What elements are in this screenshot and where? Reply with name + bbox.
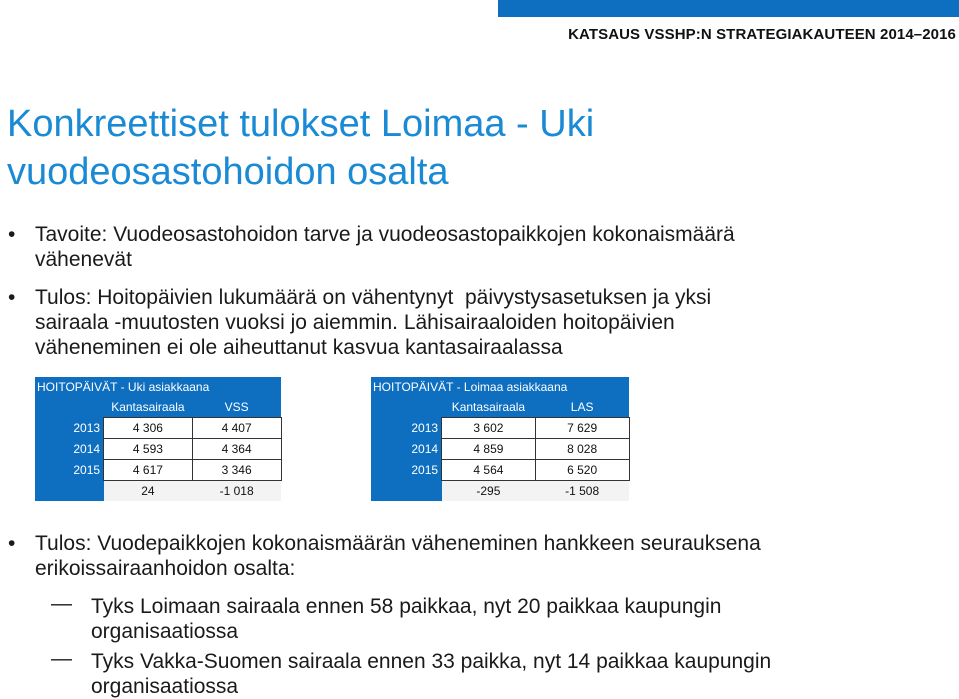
bullet-result-days-line-1: Tulos: Hoitopäivien lukumäärä on vähentynyt päivystysasetuksen ja yksi [35,286,712,309]
table-loimaa-cell: 3 602 [442,418,536,439]
sub-bullet-vakka-suomi-line-1: Tyks Vakka-Suomen sairaala ennen 33 paikka, nyt 14 paikkaa kaupungin [91,650,772,673]
bullet-dot-icon: • [8,532,16,555]
table-loimaa-col-las: LAS [535,397,629,418]
table-loimaa-cell: 8 028 [535,439,629,460]
bullet-result-beds [8,531,761,581]
sub-bullet-loimaa [51,592,722,644]
table-row [35,439,281,460]
table-uki-year: 2015 [35,460,104,481]
table-row-diff [35,481,281,502]
sub-bullet-loimaa-line-2: organisaatiossa [91,620,239,643]
table-uki-cell: 4 306 [104,418,193,439]
bullet-result-days [8,285,712,360]
bullet-dot-icon: • [8,223,16,246]
table-loimaa-year: 2015 [371,460,442,481]
bullet-goal-line-1: Tavoite: Vuodeosastohoidon tarve ja vuodeosastopaikkojen kokonaismäärä [35,223,735,246]
table-loimaa-caption: HOITOPÄIVÄT - Loimaa asiakkaana [371,377,629,397]
table-row [371,418,629,439]
table-uki [35,377,282,501]
table-row [371,460,629,481]
table-loimaa-cell: 6 520 [535,460,629,481]
header-accent-bar [498,0,959,17]
table-uki-cell: 4 364 [192,439,281,460]
table-uki-cell: 4 617 [104,460,193,481]
page-title-line-1: Konkreettiset tulokset Loimaa - Uki [7,103,595,145]
table-loimaa-year: 2013 [371,418,442,439]
table-row [35,418,281,439]
table-uki-cell: 3 346 [192,460,281,481]
table-uki-diff: -1 018 [192,481,281,502]
table-row [35,460,281,481]
bullet-goal-line-2: vähenevät [35,248,132,271]
table-uki-col-vss: VSS [192,397,281,418]
table-uki-year: 2014 [35,439,104,460]
table-loimaa-cell: 7 629 [535,418,629,439]
sub-bullet-vakka-suomi-line-2: organisaatiossa [91,675,239,698]
page-title [7,100,594,196]
bullet-dot-icon: • [8,286,16,309]
header-label: KATSAUS VSSHP:N STRATEGIAKAUTEEN 2014–2016 [568,26,956,43]
table-loimaa [371,377,630,501]
page-title-line-2: vuodeosastohoidon osalta [7,151,449,193]
sub-bullet-vakka-suomi [51,647,772,699]
sub-bullet-loimaa-line-1: Tyks Loimaan sairaala ennen 58 paikkaa, nyt 20 paikkaa kaupungin [91,595,722,618]
sub-bullet-dash: — [51,647,72,670]
table-loimaa-diff: -295 [442,481,536,502]
bullet-goal [8,222,735,272]
table-uki-caption: HOITOPÄIVÄT - Uki asiakkaana [35,377,281,397]
table-uki-diff: 24 [104,481,193,502]
table-row-diff [371,481,629,502]
table-loimaa-cell: 4 564 [442,460,536,481]
bullet-result-beds-line-2: erikoissairaanhoidon osalta: [35,557,296,580]
table-loimaa-diff: -1 508 [535,481,629,502]
bullet-result-days-line-2: sairaala -muutosten vuoksi jo aiemmin. Lähisairaaloiden hoitopäivien [35,311,675,334]
table-loimaa-cell: 4 859 [442,439,536,460]
bullet-result-days-line-3: väheneminen ei ole aiheuttanut kasvua kantasairaalassa [35,336,563,359]
table-loimaa-col-kantasairaala: Kantasairaala [442,397,536,418]
table-uki-col-kantasairaala: Kantasairaala [104,397,193,418]
table-loimaa-year: 2014 [371,439,442,460]
table-row [371,439,629,460]
bullet-result-beds-line-1: Tulos: Vuodepaikkojen kokonaismäärän väheneminen hankkeen seurauksena [35,532,761,555]
table-uki-year: 2013 [35,418,104,439]
table-uki-cell: 4 593 [104,439,193,460]
table-uki-cell: 4 407 [192,418,281,439]
sub-bullet-dash: — [51,592,72,615]
